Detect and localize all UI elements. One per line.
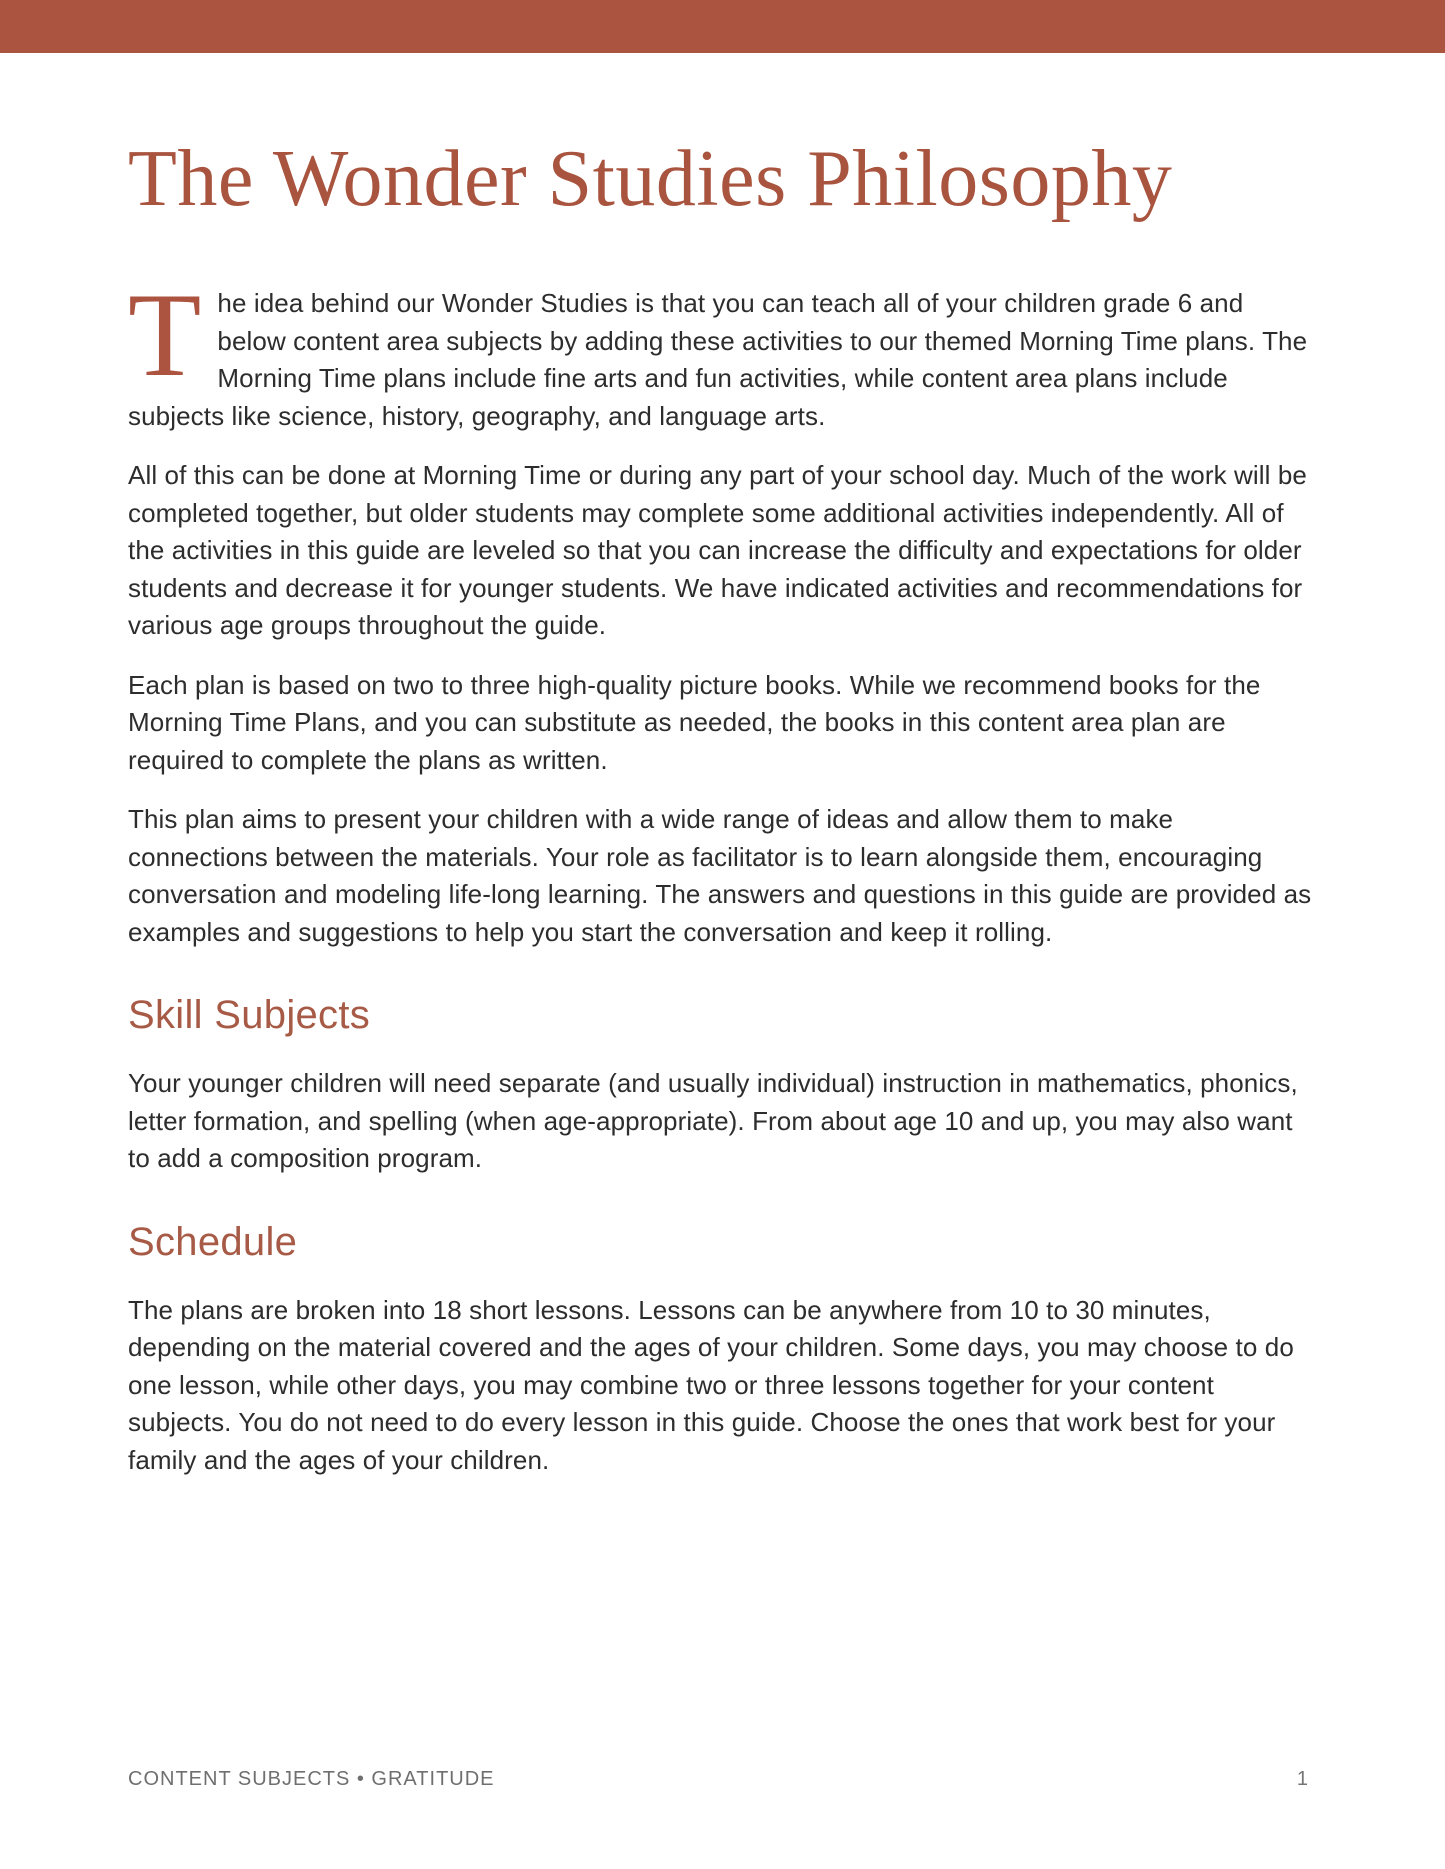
accent-header-bar bbox=[0, 0, 1445, 53]
page-footer bbox=[128, 1768, 1318, 1791]
drop-cap-letter: T bbox=[128, 268, 202, 401]
section-body-skill-subjects: Your younger children will need separate (and usually individual) instruction in mathematics, phonics, letter formation, and spelling (when age-appropriate). From about age 10 and up, you may also want to add a composition program. bbox=[128, 1068, 1298, 1173]
section-heading-schedule: Schedule bbox=[128, 1219, 298, 1264]
footer-breadcrumb: CONTENT SUBJECTS • GRATITUDE bbox=[128, 1768, 495, 1790]
body-paragraph: All of this can be done at Morning Time or during any part of your school day. Much of the work will be completed together, but older students may complete some additional activities independently. All of the activities in this guide are leveled so that you can increase the difficulty and expectations for older students and decrease it for younger students. We have indicated activities and recommendations for various age groups throughout the guide. bbox=[128, 460, 1307, 640]
intro-paragraph bbox=[128, 268, 1318, 435]
page-content bbox=[0, 133, 1445, 1479]
footer-page-number: 1 bbox=[1296, 1768, 1308, 1790]
section-heading-skill-subjects: Skill Subjects bbox=[128, 993, 371, 1037]
body-paragraph: Each plan is based on two to three high-quality picture books. While we recommend books for the Morning Time Plans, and you can substitute as needed, the books in this content area plan are required to complete the plans as written. bbox=[128, 669, 1261, 775]
body-paragraph: This plan aims to present your children with a wide range of ideas and allow them to make connections between the materials. Your role as facilitator is to learn alongside them, encouraging conversation and modeling life-long learning. The answers and questions in this guide are provided as examples and suggestions to help you start the conversation and keep it rolling. bbox=[128, 804, 1312, 947]
section-body-schedule: The plans are broken into 18 short lessons. Lessons can be anywhere from 10 to 30 minutes, depending on the material covered and the ages of your children. Some days, you may choose to do one lesson, while other days, you may combine two or three lessons together for your content subjects. You do not need to do every lesson in this guide. Choose the ones that work best for your family and the ages of your children. bbox=[128, 1294, 1294, 1475]
intro-paragraph-text: he idea behind our Wonder Studies is that you can teach all of your children grade 6 and below content area subjects by adding these activities to our themed Morning Time plans. The Morning Time plans include fine arts and fun activities, while content area plans include subjects like science, history, geography, and language arts. bbox=[128, 288, 1308, 431]
page-title: The Wonder Studies Philosophy bbox=[128, 135, 1173, 223]
